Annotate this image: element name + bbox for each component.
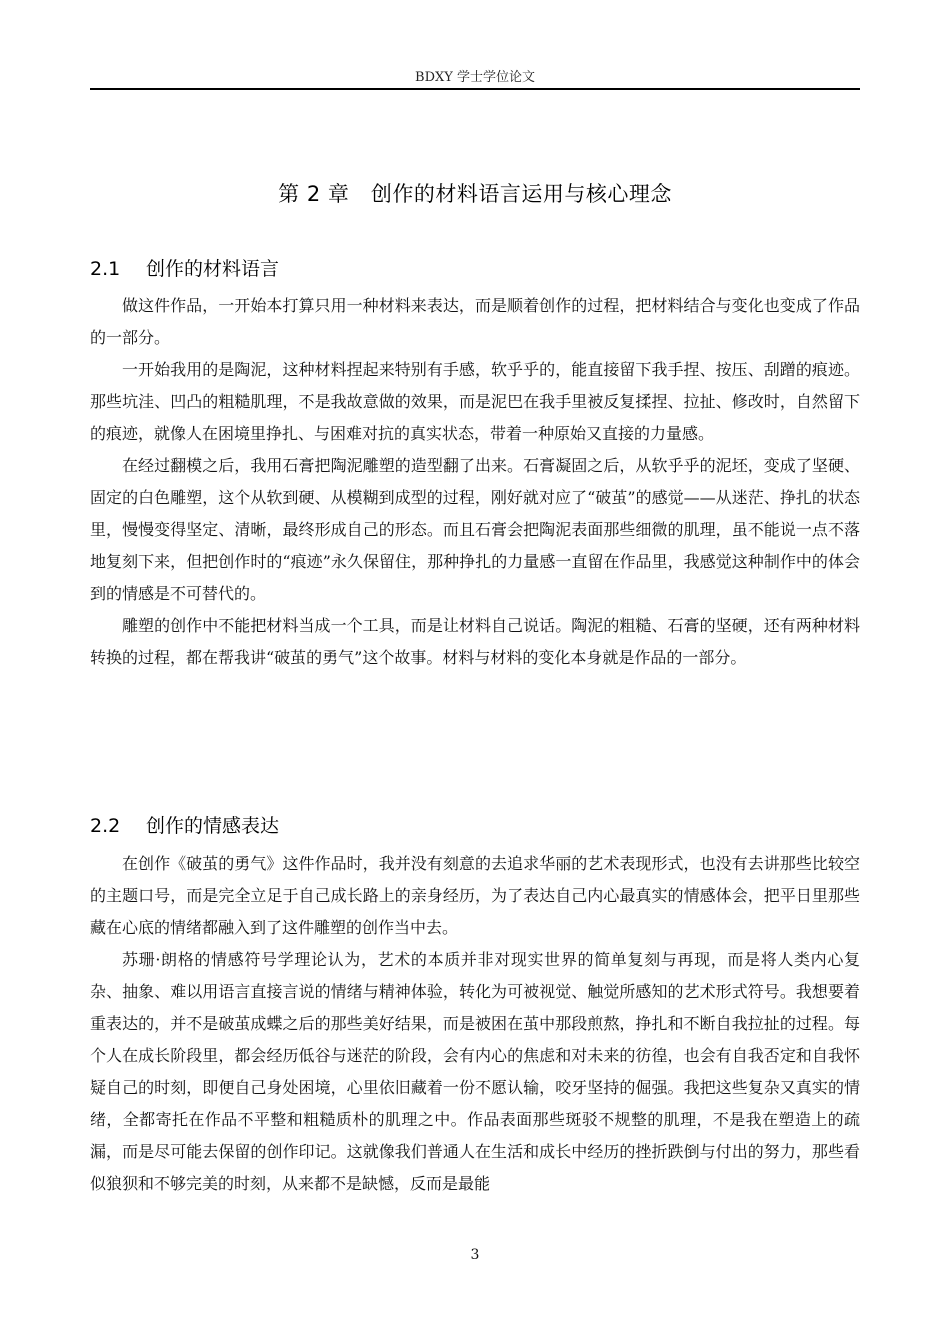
paragraph: 雕塑的创作中不能把材料当成一个工具，而是让材料自己说话。陶泥的粗糙、石膏的坚硬，还有两种材料转换的过程，都在帮我讲“破茧的勇气”这个故事。材料与材料的变化本身就是作品的一部分。 (90, 616, 860, 667)
section-body-2-1 (90, 290, 860, 674)
paragraph: 在经过翻模之后，我用石膏把陶泥雕塑的造型翻了出来。石膏凝固之后，从软乎乎的泥坯，变成了坚硬、固定的白色雕塑，这个从软到硬、从模糊到成型的过程，刚好就对应了“破茧”的感觉——从迷茫、挣扎的状态里，慢慢变得坚定、清晰，最终形成自己的形态。而且石膏会把陶泥表面那些细微的肌理，虽不能说一点不落地复刻下来，但把创作时的“痕迹”永久保留住，那种挣扎的力量感一直留在作品里，我感觉这种制作中的体会到的情感是不可替代的。 (90, 456, 860, 603)
section-number: 2.2 (90, 815, 121, 837)
section-title: 创作的情感表达 (146, 815, 280, 837)
header-rule (90, 88, 860, 90)
section-heading-2-1 (90, 254, 279, 281)
section-number: 2.1 (90, 258, 121, 280)
section-body-2-2 (90, 848, 860, 1200)
paragraph: 做这件作品，一开始本打算只用一种材料来表达，而是顺着创作的过程，把材料结合与变化也变成了作品的一部分。 (90, 296, 860, 347)
section-title: 创作的材料语言 (146, 258, 280, 280)
paragraph: 苏珊·朗格的情感符号学理论认为，艺术的本质并非对现实世界的简单复刻与再现，而是将人类内心复杂、抽象、难以用语言直接言说的情绪与精神体验，转化为可被视觉、触觉所感知的艺术形式符号。我想要着重表达的，并不是破茧成蝶之后的那些美好结果，而是被困在茧中那段煎熬，挣扎和不断自我拉扯的过程。每个人在成长阶段里，都会经历低谷与迷茫的阶段，会有内心的焦虑和对未来的彷徨，也会有自我否定和自我怀疑自己的时刻，即便自己身处困境，心里依旧藏着一份不愿认输，咬牙坚持的倔强。我把这些复杂又真实的情绪，全都寄托在作品不平整和粗糙质朴的肌理之中。作品表面那些斑驳不规整的肌理，不是我在塑造上的疏漏，而是尽可能去保留的创作印记。这就像我们普通人在生活和成长中经历的挫折跌倒与付出的努力，那些看似狼狈和不够完美的时刻，从来都不是缺憾，反而是最能 (90, 950, 860, 1193)
page-number: 3 (470, 1247, 480, 1263)
paragraph: 一开始我用的是陶泥，这种材料捏起来特别有手感，软乎乎的，能直接留下我手捏、按压、刮蹭的痕迹。那些坑洼、凹凸的粗糙肌理，不是我故意做的效果，而是泥巴在我手里被反复揉捏、拉扯、修改时，自然留下的痕迹，就像人在困境里挣扎、与困难对抗的真实状态，带着一种原始又直接的力量感。 (90, 360, 860, 443)
section-heading-2-2 (90, 811, 279, 838)
paragraph: 在创作《破茧的勇气》这件作品时，我并没有刻意的去追求华丽的艺术表现形式，也没有去讲那些比较空的主题口号，而是完全立足于自己成长路上的亲身经历，为了表达自己内心最真实的情感体会，把平日里那些藏在心底的情绪都融入到了这件雕塑的创作当中去。 (90, 854, 860, 937)
running-header: BDXY 学士学位论文 (415, 70, 535, 85)
chapter-title: 第 2 章 创作的材料语言运用与核心理念 (278, 182, 672, 206)
